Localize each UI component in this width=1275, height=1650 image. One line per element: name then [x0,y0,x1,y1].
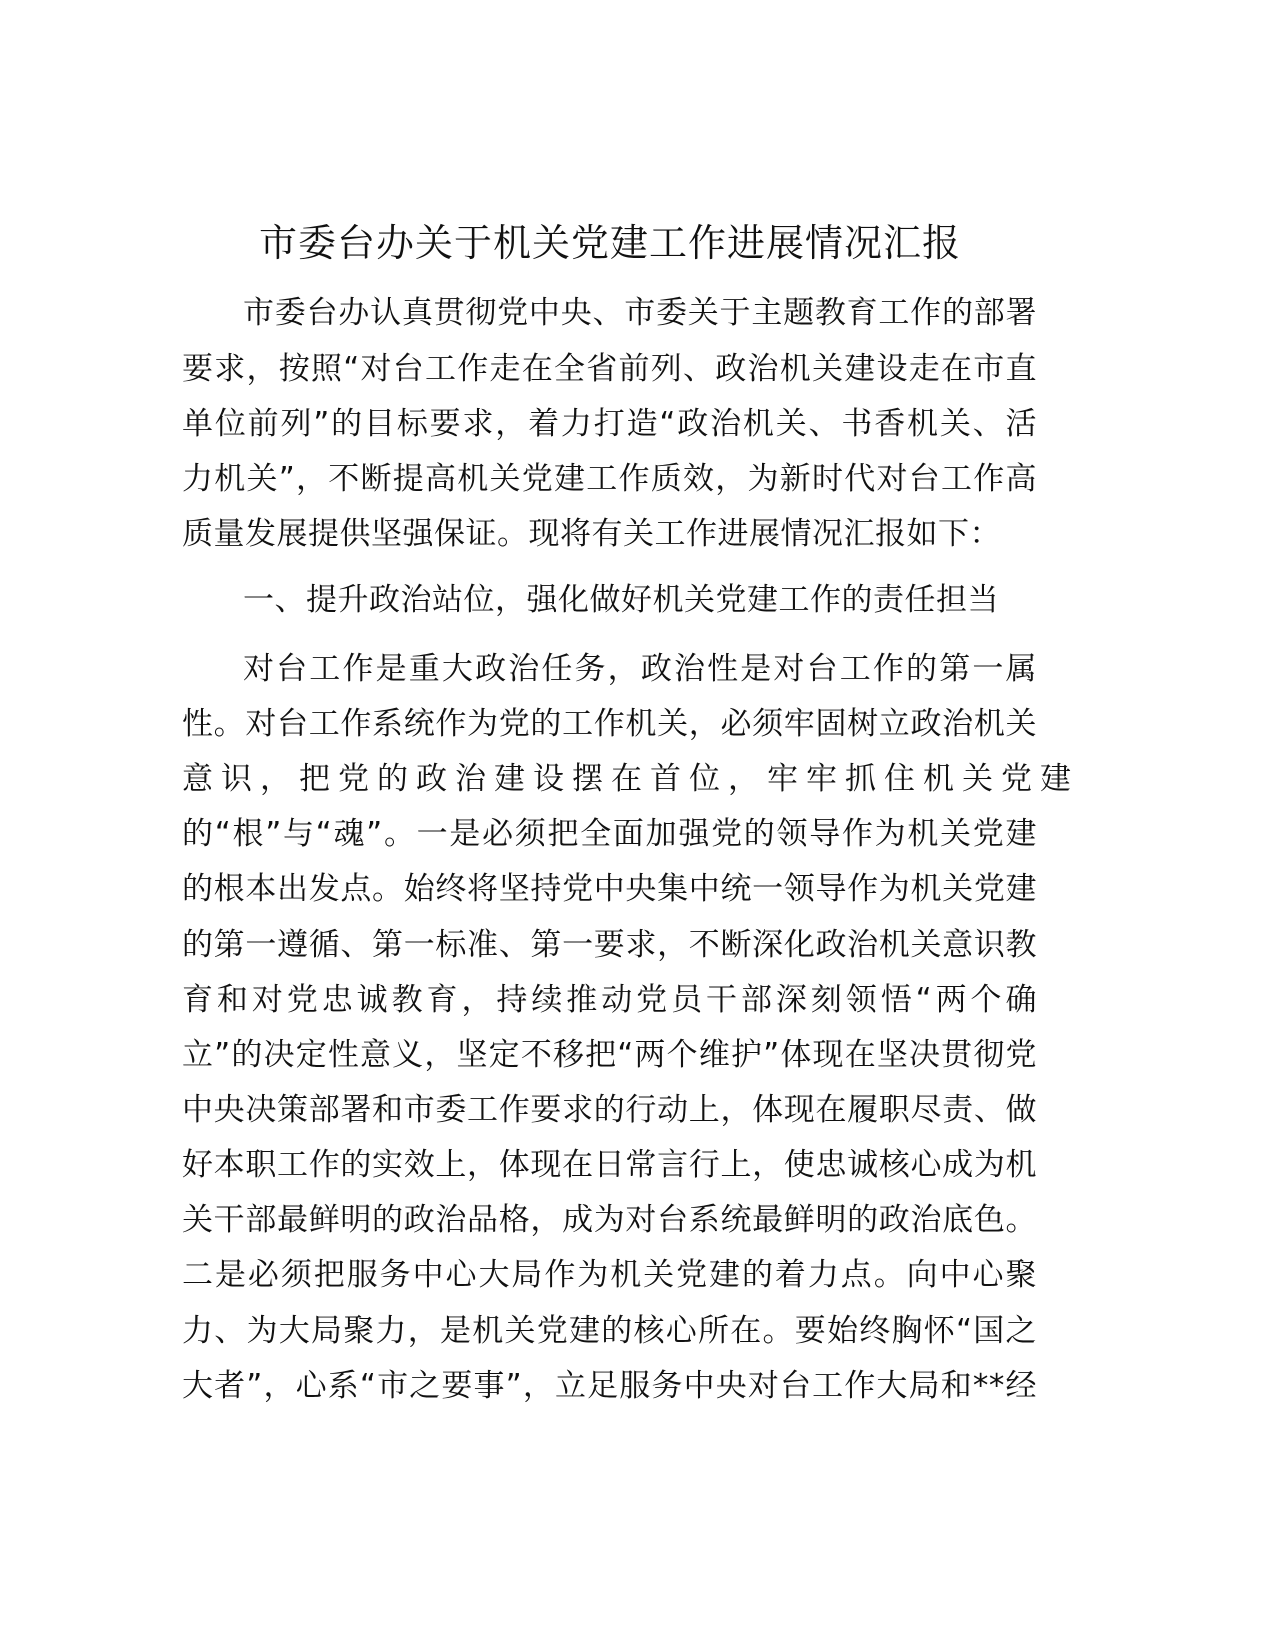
paragraph-line: 性。对台工作系统作为党的工作机关，必须牢固树立政治机关 [182,706,1037,742]
paragraph-line: 立”的决定性意义，坚定不移把“两个维护”体现在坚决贯彻党 [182,1037,1037,1073]
paragraph-line: 要求，按照“对台工作走在全省前列、政治机关建设走在市直 [182,351,1037,387]
paragraph-line: 中央决策部署和市委工作要求的行动上，体现在履职尽责、做 [182,1092,1037,1128]
paragraph-line: 关干部最鲜明的政治品格，成为对台系统最鲜明的政治底色。 [182,1202,1037,1238]
paragraph-line: 市委台办认真贯彻党中央、市委关于主题教育工作的部署 [243,295,1037,331]
paragraph-line: 育和对党忠诚教育，持续推动党员干部深刻领悟“两个确 [182,982,1037,1018]
paragraph-line: 力机关”，不断提高机关党建工作质效，为新时代对台工作高 [182,461,1037,497]
paragraph-line: 的“根”与“魂”。一是必须把全面加强党的领导作为机关党建 [182,816,1037,852]
paragraph-line: 意识，把党的政治建设摆在首位，牢牢抓住机关党建 [182,761,1079,797]
section-heading: 一、提升政治站位，强化做好机关党建工作的责任担当 [243,582,999,618]
paragraph-line: 单位前列”的目标要求，着力打造“政治机关、书香机关、活 [182,406,1037,442]
document-title: 市委台办关于机关党建工作进展情况汇报 [258,221,961,265]
paragraph-line: 大者”，心系“市之要事”，立足服务中央对台工作大局和**经 [182,1368,1037,1404]
paragraph-line: 的根本出发点。始终将坚持党中央集中统一领导作为机关党建 [182,871,1037,907]
paragraph-line: 对台工作是重大政治任务，政治性是对台工作的第一属 [243,651,1037,687]
paragraph-line: 好本职工作的实效上，体现在日常言行上，使忠诚核心成为机 [182,1147,1037,1183]
paragraph-line: 力、为大局聚力，是机关党建的核心所在。要始终胸怀“国之 [182,1313,1037,1349]
paragraph-line: 二是必须把服务中心大局作为机关党建的着力点。向中心聚 [182,1257,1037,1293]
paragraph-line: 质量发展提供坚强保证。现将有关工作进展情况汇报如下： [182,516,1001,552]
paragraph-line: 的第一遵循、第一标准、第一要求，不断深化政治机关意识教 [182,927,1037,963]
